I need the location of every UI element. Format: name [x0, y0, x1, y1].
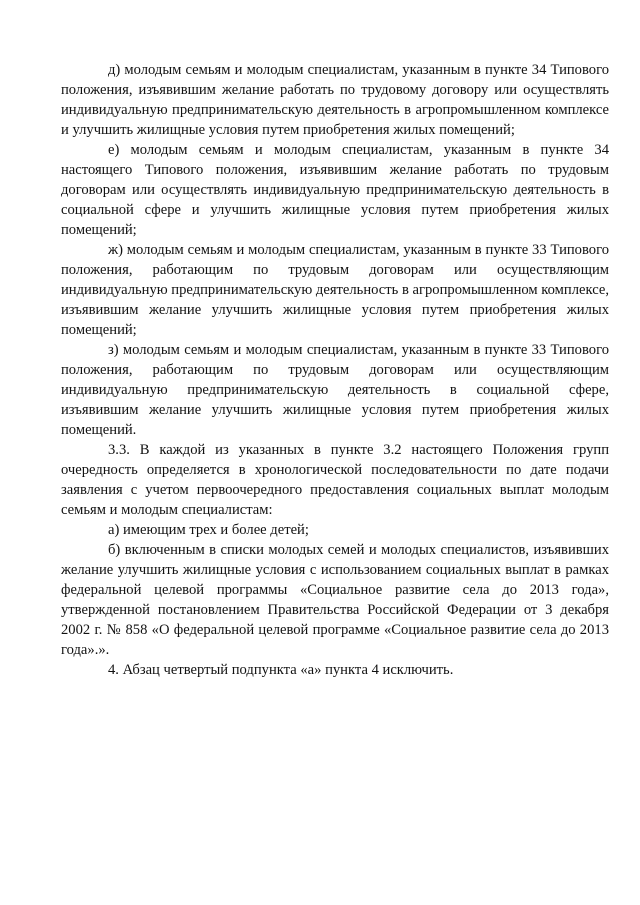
- paragraph-d: д) молодым семьям и молодым специалистам, указанным в пункте 34 Типового положения, изъявившим желание работать по трудовому договору или осуществлять индивидуальную предпринимательскую деятельность в агропромышленном комплексе и улучшить жилищные условия путем приобретения жилых помещений;: [61, 62, 609, 138]
- paragraph-b: б) включенным в списки молодых семей и молодых специалистов, изъявивших желание улучшить жилищные условия с использованием социальных выплат в рамках федеральной целевой программы «Социальное развитие села до 2013 года», утвержденной постановлением Правительства Российской Федерации от 3 декабря 2002 г. № 858 «О федеральной целевой программе «Социальное развитие села до 2013 года».».: [61, 542, 609, 658]
- paragraph-z: з) молодым семьям и молодым специалистам, указанным в пункте 33 Типового положения, работающим по трудовым договорам или осуществляющим индивидуальную предпринимательскую деятельность в социальной сфере, изъявившим желание улучшить жилищные условия путем приобретения жилых помещений.: [61, 342, 609, 438]
- paragraph-e: е) молодым семьям и молодым специалистам, указанным в пункте 34 настоящего Типового положения, изъявившим желание работать по трудовым договорам или осуществлять индивидуальную предпринимательскую деятельность в социальной сфере и улучшить жилищные условия путем приобретения жилых помещений;: [61, 142, 609, 238]
- paragraph-a: а) имеющим трех и более детей;: [108, 522, 309, 538]
- paragraph-zh: ж) молодым семьям и молодым специалистам, указанным в пункте 33 Типового положения, работающим по трудовым договорам или осуществляющим индивидуальную предпринимательскую деятельность в агропромышленном комплексе, изъявившим желание улучшить жилищные условия путем приобретения жилых помещений;: [61, 242, 609, 338]
- document-page: [61, 60, 609, 680]
- paragraph-3-3: 3.3. В каждой из указанных в пункте 3.2 настоящего Положения групп очередность определяется в хронологической последовательности по дате подачи заявления с учетом первоочередного предоставления социальных выплат молодым семьям и молодым специалистам:: [61, 442, 609, 518]
- paragraph-4: 4. Абзац четвертый подпункта «а» пункта 4 исключить.: [108, 662, 454, 678]
